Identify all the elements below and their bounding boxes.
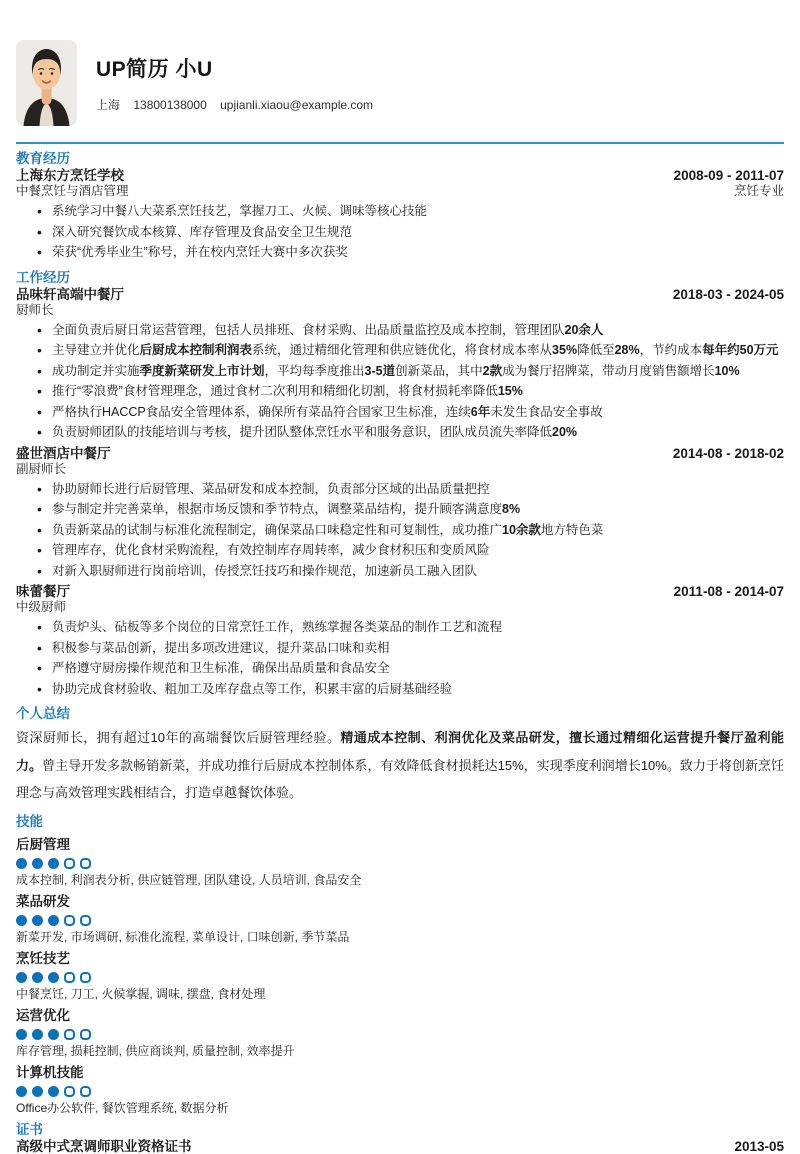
work-entry (16, 286, 784, 443)
work-date-range: 2018-03 - 2024-05 (672, 286, 784, 302)
contact-line (96, 96, 383, 113)
bullet-item: • 严格遵守厨房操作规范和卫生标准，确保出品质量和食品安全 (52, 658, 784, 679)
level-dot-empty (64, 915, 75, 926)
section-title-skills: 技能 (16, 813, 43, 829)
bullet-item: • 管理库存，优化食材采购流程，有效控制库存周转率，减少食材积压和变质风险 (52, 540, 784, 561)
certificate-name: 高级中式烹调师职业资格证书 (16, 1138, 192, 1154)
level-dot-empty (64, 1029, 75, 1040)
education-date-range: 2008-09 - 2011-07 (673, 168, 784, 183)
level-dot-filled (32, 1086, 43, 1097)
bullet-item: • 全面负责后厨日常运营管理，包括人员排班、食材采购、出品质量监控及成本控制，管理团队20余人 (52, 320, 784, 341)
bullet-item: • 成功制定并实施季度新菜研发上市计划，平均每季度推出3-5道创新菜品，其中2款成为餐厅招牌菜，带动月度销售额增长10% (52, 361, 784, 382)
bullet-item: • 参与制定并完善菜单，根据市场反馈和季节特点，调整菜品结构，提升顾客满意度8% (52, 499, 784, 520)
work-bullet-list (16, 320, 784, 443)
certificate-entry (16, 1138, 784, 1154)
bullet-item: • 协助厨师长进行后厨管理、菜品研发和成本控制，负责部分区域的出品质量把控 (52, 479, 784, 500)
bullet-item: • 系统学习中餐八大菜系烹饪技艺，掌握刀工、火候、调味等核心技能 (52, 201, 784, 222)
company-name: 品味轩高端中餐厅 (16, 286, 124, 302)
skill-keywords: Office办公软件, 餐饮管理系统, 数据分析 (16, 1100, 229, 1115)
level-dot-filled (32, 858, 43, 869)
level-dot-filled (16, 915, 27, 926)
skill-name: 烹饪技艺 (16, 950, 70, 966)
bullet-item: • 负责炉头、砧板等多个岗位的日常烹饪工作，熟练掌握各类菜品的制作工艺和流程 (52, 617, 784, 638)
level-dot-empty (64, 1086, 75, 1097)
level-dot-filled (16, 1086, 27, 1097)
skill-item (16, 1008, 784, 1058)
skill-item (16, 894, 784, 944)
skill-level-dots (16, 915, 784, 926)
level-dot-empty (80, 1029, 91, 1040)
company-name: 味蕾餐厅 (16, 584, 70, 599)
profile-photo-illustration (16, 40, 77, 126)
skill-item (16, 1065, 784, 1115)
school-name: 上海东方烹饪学校 (16, 168, 124, 183)
bullet-item: • 严格执行HACCP食品安全管理体系，确保所有菜品符合国家卫生标准，连续6年未发生食品安全事故 (52, 402, 784, 423)
skill-name: 后厨管理 (16, 836, 70, 852)
section-summary (16, 706, 784, 807)
work-entry-header (16, 445, 784, 476)
level-dot-empty (80, 1086, 91, 1097)
bullet-item: • 推行“零浪费”食材管理理念，通过食材二次利用和精细化切割，将食材损耗率降低15% (52, 381, 784, 402)
education-bullet-list (16, 201, 784, 263)
section-title-summary: 个人总结 (16, 706, 70, 721)
skill-name: 运营优化 (16, 1007, 70, 1023)
level-dot-empty (80, 972, 91, 983)
skill-name: 菜品研发 (16, 893, 70, 909)
level-dot-empty (64, 858, 75, 869)
work-entry-header (16, 286, 784, 317)
job-title: 中级厨师 (16, 600, 67, 614)
level-dot-filled (16, 972, 27, 983)
section-title-education: 教育经历 (16, 151, 70, 166)
skill-keywords: 库存管理, 损耗控制, 供应商谈判, 质量控制, 效率提升 (16, 1043, 295, 1058)
skill-level-dots (16, 1029, 784, 1040)
level-dot-filled (48, 858, 59, 869)
education-entry-header (16, 167, 784, 198)
section-certificates (16, 1122, 784, 1154)
level-dot-filled (16, 1029, 27, 1040)
level-dot-filled (32, 1029, 43, 1040)
section-skills (16, 814, 784, 1115)
work-bullet-list (16, 617, 784, 699)
level-dot-filled (48, 1029, 59, 1040)
skill-level-dots (16, 1086, 784, 1097)
candidate-name: UP简历 小U (96, 58, 213, 81)
level-dot-empty (80, 915, 91, 926)
bullet-item: • 荣获“优秀毕业生”称号，并在校内烹饪大赛中多次获奖 (52, 242, 784, 263)
contact-email: upjianli.xiaou@example.com (220, 98, 374, 112)
education-program: 中餐烹饪与酒店管理 (16, 184, 129, 198)
level-dot-filled (16, 858, 27, 869)
level-dot-filled (32, 972, 43, 983)
section-education (16, 151, 784, 263)
work-entry (16, 445, 784, 582)
level-dot-filled (48, 1086, 59, 1097)
bullet-item: • 对新入职厨师进行岗前培训，传授烹饪技巧和操作规范，加速新员工融入团队 (52, 561, 784, 582)
job-title: 厨师长 (16, 302, 54, 317)
certificate-date: 2013-05 (734, 1138, 784, 1154)
skill-keywords: 新菜开发, 市场调研, 标准化流程, 菜单设计, 口味创新, 季节菜品 (16, 929, 350, 944)
skill-item (16, 951, 784, 1001)
section-title-certificates: 证书 (16, 1121, 43, 1137)
education-major: 烹饪专业 (733, 184, 784, 198)
header-divider (16, 142, 784, 144)
work-entry-header (16, 583, 784, 614)
contact-city: 上海 (96, 98, 121, 112)
bullet-item: • 负责厨师团队的技能培训与考核，提升团队整体烹饪水平和服务意识，团队成员流失率降低20% (52, 422, 784, 443)
skill-keywords: 成本控制, 利润表分析, 供应链管理, 团队建设, 人员培训, 食品安全 (16, 872, 362, 887)
level-dot-filled (48, 915, 59, 926)
work-date-range: 2011-08 - 2014-07 (673, 584, 784, 599)
bullet-item: • 主导建立并优化后厨成本控制利润表系统，通过精细化管理和供应链优化，将食材成本率从35%降低至28%，节约成本每年约50万元 (52, 340, 784, 361)
bullet-item: • 深入研究餐饮成本核算、库存管理及食品安全卫生规范 (52, 222, 784, 243)
skill-item (16, 837, 784, 887)
company-name: 盛世酒店中餐厅 (16, 445, 111, 461)
skill-level-dots (16, 858, 784, 869)
skill-name: 计算机技能 (16, 1064, 84, 1080)
job-title: 副厨师长 (16, 461, 67, 476)
identity-block (96, 40, 383, 113)
section-title-work: 工作经历 (16, 269, 70, 285)
summary-paragraph: 资深厨师长，拥有超过10年的高端餐饮后厨管理经验。精通成本控制、利润优化及菜品研发，擅长通过精细化运营提升餐厅盈利能力。曾主导开发多款畅销新菜，并成功推行后厨成本控制体系，有效降低食材损耗达15%，实现季度利润增长10%。致力于将创新烹饪理念与高效管理实践相结合，打造卓越餐饮体验。 (16, 730, 784, 800)
header (16, 0, 784, 126)
level-dot-filled (48, 972, 59, 983)
work-date-range: 2014-08 - 2018-02 (672, 445, 784, 461)
bullet-item: • 积极参与菜品创新，提出多项改进建议，提升菜品口味和卖相 (52, 638, 784, 659)
work-bullet-list (16, 479, 784, 582)
bullet-item: • 协助完成食材验收、粗加工及库存盘点等工作，积累丰富的后厨基础经验 (52, 679, 784, 700)
skill-keywords: 中餐烹饪, 刀工, 火候掌握, 调味, 摆盘, 食材处理 (16, 986, 266, 1001)
bullet-item: • 负责新菜品的试制与标准化流程制定，确保菜品口味稳定性和可复制性，成功推广10余款地方特色菜 (52, 520, 784, 541)
education-entry (16, 167, 784, 263)
level-dot-empty (64, 972, 75, 983)
profile-photo (16, 40, 77, 126)
level-dot-filled (32, 915, 43, 926)
work-entry (16, 583, 784, 699)
skill-level-dots (16, 972, 784, 983)
level-dot-empty (80, 858, 91, 869)
contact-phone: 13800138000 (133, 98, 207, 112)
section-work (16, 270, 784, 700)
